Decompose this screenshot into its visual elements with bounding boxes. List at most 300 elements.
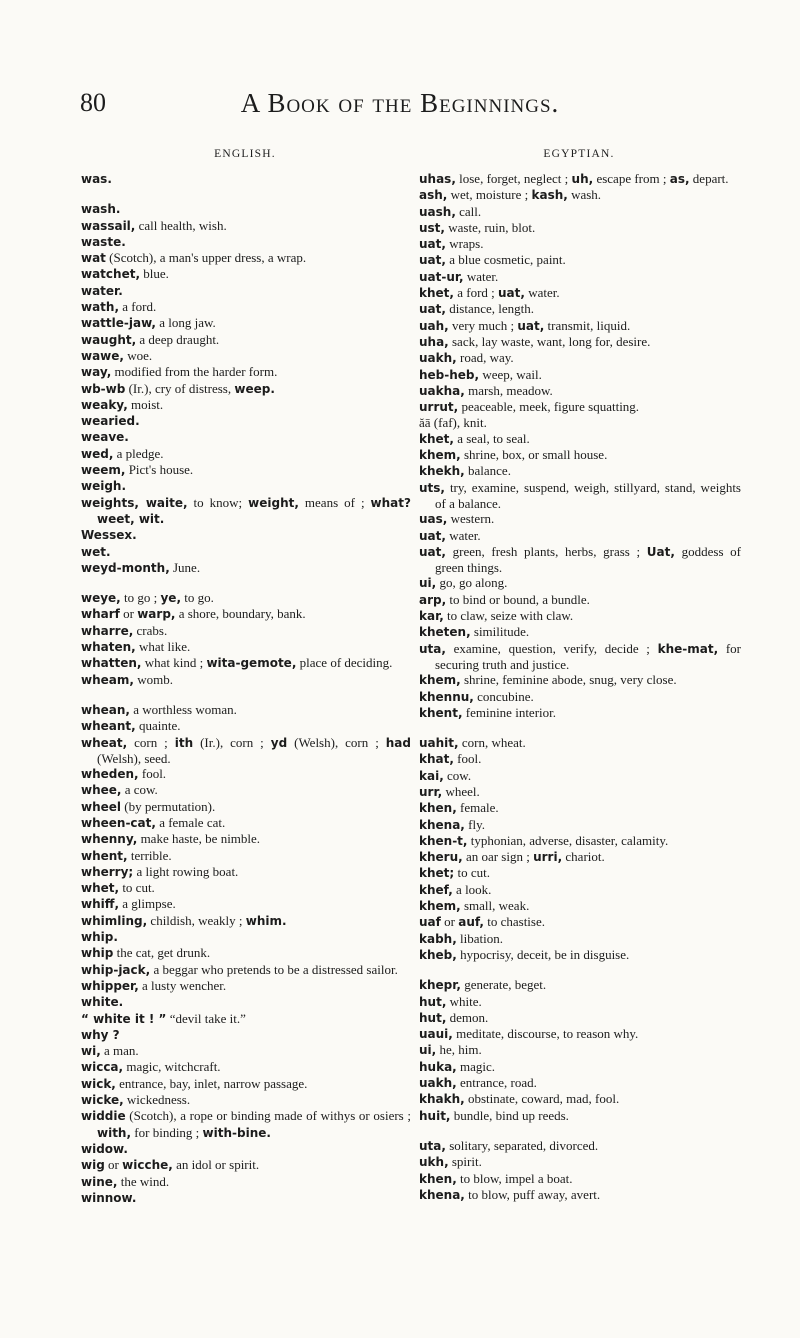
- gloss: (Welsh), seed.: [97, 750, 171, 766]
- headword: kheru,: [419, 850, 463, 865]
- gloss: a man.: [100, 1043, 139, 1059]
- gloss: moist.: [127, 396, 164, 412]
- headword: khen,: [419, 801, 457, 816]
- headword: ith: [174, 735, 194, 750]
- dictionary-entry: [81, 590, 411, 606]
- gloss: a cow.: [121, 782, 158, 798]
- page-header: [0, 88, 800, 128]
- headword: whim.: [245, 913, 287, 928]
- headword: uah,: [419, 318, 449, 333]
- dictionary-entry: [419, 1108, 741, 1124]
- dictionary-entry: [419, 882, 741, 898]
- headword: khen,: [419, 1171, 457, 1186]
- headword: wattle-jaw,: [81, 316, 156, 331]
- dictionary-entry: [419, 592, 741, 608]
- egyptian-column-heading: EGYPTIAN.: [543, 148, 615, 160]
- gloss: a female cat.: [155, 814, 226, 830]
- dictionary-entry: [419, 849, 741, 865]
- gloss: shrine, box, or small house.: [460, 447, 608, 463]
- gloss: a light rowing boat.: [133, 863, 239, 879]
- gloss: a glimpse.: [119, 896, 176, 912]
- headword: khena,: [419, 1187, 465, 1202]
- gloss: an oar sign ;: [462, 849, 534, 865]
- dictionary-entry: [81, 381, 411, 397]
- dictionary-entry: [81, 735, 411, 767]
- dictionary-entry: [419, 931, 741, 947]
- dictionary-entry: [81, 413, 411, 429]
- dictionary-entry: [419, 1138, 741, 1154]
- dictionary-entry: [81, 462, 411, 478]
- headword: weave.: [81, 430, 129, 445]
- dictionary-entry: [419, 735, 741, 751]
- dictionary-entry: [81, 848, 411, 864]
- dictionary-entry: [419, 1059, 741, 1075]
- gloss: Pict's house.: [125, 462, 194, 478]
- dictionary-entry: [419, 705, 741, 721]
- headword: whaten,: [81, 640, 136, 655]
- gloss: or: [104, 1157, 123, 1173]
- headword: wig: [81, 1158, 105, 1173]
- gloss: distance, length.: [445, 301, 535, 317]
- headword: heb-heb,: [419, 367, 480, 382]
- headword: uhas,: [419, 172, 456, 186]
- dictionary-entry: [81, 495, 411, 528]
- gloss: shrine, feminine abode, snug, very close.: [460, 672, 677, 688]
- gloss: a worthless woman.: [129, 701, 237, 717]
- dictionary-entry: [419, 269, 741, 285]
- gloss: modified from the harder form.: [111, 364, 278, 380]
- dictionary-entry: [419, 800, 741, 816]
- gloss: (Scotch), a man's upper dress, a wrap.: [105, 250, 307, 266]
- dictionary-entry: [81, 446, 411, 462]
- dictionary-entry: [419, 768, 741, 784]
- headword: uh,: [571, 172, 594, 186]
- dictionary-entry: [81, 880, 411, 896]
- gloss: what like.: [135, 639, 191, 655]
- gloss: means of ;: [298, 494, 371, 510]
- headword: ust,: [419, 220, 445, 235]
- headword: ukh,: [419, 1155, 449, 1170]
- dictionary-entry: [81, 1092, 411, 1108]
- section-gap: [419, 963, 741, 977]
- gloss: (Welsh), corn ;: [287, 734, 386, 750]
- gloss: a shore, boundary, bank.: [175, 606, 306, 622]
- gloss: “devil take it.”: [166, 1010, 246, 1026]
- dictionary-entry: [419, 865, 741, 881]
- headword: watchet,: [81, 267, 141, 282]
- dictionary-entry: [419, 624, 741, 640]
- dictionary-entry: [81, 283, 411, 299]
- section-gap: [81, 688, 411, 702]
- headword: whet,: [81, 881, 120, 896]
- gloss: a ford.: [119, 299, 157, 315]
- headword: yd: [270, 735, 288, 750]
- headword: wheen-cat,: [81, 815, 156, 830]
- headword: wine,: [81, 1174, 118, 1189]
- gloss: feminine interior.: [462, 704, 557, 720]
- gloss: to bind or bound, a bundle.: [446, 591, 590, 607]
- gloss: a blue cosmetic, paint.: [445, 252, 566, 268]
- dictionary-entry: [419, 1010, 741, 1026]
- gloss: corn, wheat.: [458, 735, 526, 751]
- headword: wicche,: [122, 1158, 173, 1173]
- gloss: water.: [445, 527, 481, 543]
- gloss: marsh, meadow.: [464, 382, 553, 398]
- gloss: wet, moisture ;: [447, 187, 532, 203]
- dictionary-entry: [419, 383, 741, 399]
- headword: khakh,: [419, 1092, 465, 1107]
- gloss: balance.: [464, 463, 511, 479]
- dictionary-entry: [81, 623, 411, 639]
- gloss: or: [440, 914, 459, 930]
- page-number: 80: [80, 88, 106, 117]
- english-column: [81, 171, 411, 1206]
- gloss: typhonian, adverse, disaster, calamity.: [467, 832, 669, 848]
- dictionary-entry: [81, 1108, 411, 1141]
- headword: khet,: [419, 431, 454, 446]
- headword: wheden,: [81, 767, 139, 782]
- gloss: demon.: [446, 1009, 489, 1025]
- dictionary-entry: [81, 799, 411, 815]
- dictionary-entry: [419, 463, 741, 479]
- dictionary-entry: [81, 978, 411, 994]
- gloss: entrance, bay, inlet, narrow passage.: [115, 1075, 308, 1091]
- dictionary-entry: [419, 367, 741, 383]
- gloss: the cat, get drunk.: [113, 945, 211, 961]
- headword: wi,: [81, 1044, 101, 1059]
- headword: khena,: [419, 817, 465, 832]
- section-gap: [419, 1124, 741, 1138]
- dictionary-entry: [81, 815, 411, 831]
- egyptian-column: [419, 171, 741, 1203]
- headword: weye,: [81, 591, 121, 606]
- headword: uas,: [419, 512, 448, 527]
- running-title: A Book of the Beginnings.: [240, 88, 560, 118]
- headword: khekh,: [419, 464, 465, 479]
- dictionary-entry: [419, 1075, 741, 1091]
- dictionary-entry: [81, 544, 411, 560]
- headword: kai,: [419, 768, 444, 783]
- headword: uat,: [419, 544, 446, 559]
- gloss: quainte.: [135, 718, 181, 734]
- dictionary-entry: [81, 1174, 411, 1190]
- headword: widow.: [81, 1141, 128, 1156]
- dictionary-entry: [81, 332, 411, 348]
- dictionary-entry: [419, 817, 741, 833]
- dictionary-entry: [81, 864, 411, 880]
- headword: kabh,: [419, 931, 457, 946]
- gloss: to cut.: [119, 880, 155, 896]
- headword: weem,: [81, 463, 126, 478]
- dictionary-entry: [419, 171, 741, 187]
- dictionary-entry: [81, 1027, 411, 1043]
- headword: uaf: [419, 915, 441, 930]
- gloss: female.: [456, 800, 499, 816]
- headword: whiff,: [81, 897, 120, 912]
- headword: way,: [81, 365, 112, 380]
- dictionary-entry: [419, 1187, 741, 1203]
- gloss: childish, weakly ;: [147, 912, 246, 928]
- headword: ye,: [160, 591, 182, 606]
- gloss: to chastise.: [483, 914, 545, 930]
- dictionary-entry: [81, 782, 411, 798]
- headword: whent,: [81, 848, 128, 863]
- gloss: (by permutation).: [121, 798, 216, 814]
- dictionary-entry: [419, 1154, 741, 1170]
- dictionary-entry: [81, 527, 411, 543]
- gloss: an idol or spirit.: [172, 1157, 260, 1173]
- gloss: womb.: [133, 671, 173, 687]
- headword: hut,: [419, 1010, 447, 1025]
- gloss: to claw, seize with claw.: [443, 608, 574, 624]
- headword: uakh,: [419, 351, 457, 366]
- gloss: escape from ;: [593, 171, 670, 186]
- dictionary-entry: [81, 364, 411, 380]
- gloss: peaceable, meek, figure squatting.: [458, 399, 640, 415]
- gloss: terrible.: [127, 847, 172, 863]
- dictionary-entry: [81, 478, 411, 494]
- dictionary-entry: [81, 429, 411, 445]
- gloss: cow.: [443, 767, 472, 783]
- gloss: to blow, impel a boat.: [456, 1170, 573, 1186]
- dictionary-entry: [81, 831, 411, 847]
- headword: water.: [81, 283, 123, 298]
- dictionary-entry: [419, 641, 741, 673]
- headword: huit,: [419, 1108, 451, 1123]
- dictionary-entry: [81, 171, 411, 187]
- headword: khet,: [419, 286, 454, 301]
- gloss: go, go along.: [436, 575, 508, 591]
- gloss: entrance, road.: [456, 1075, 537, 1091]
- headword: uat,: [498, 286, 525, 301]
- headword: wicca,: [81, 1060, 124, 1075]
- headword: kash,: [531, 188, 568, 203]
- headword: kar,: [419, 609, 444, 624]
- gloss: what kind ;: [141, 655, 207, 671]
- headword: uat,: [419, 237, 446, 252]
- headword: wharf: [81, 607, 120, 622]
- gloss: try, examine, suspend, weigh, stillyard, stand, weights of a balance.: [435, 479, 741, 511]
- gloss: a deep draught.: [136, 331, 220, 347]
- dictionary-entry: [81, 896, 411, 912]
- dictionary-entry: [81, 718, 411, 734]
- headword: whatten,: [81, 656, 142, 671]
- headword: uta,: [419, 1138, 446, 1153]
- headword: wheant,: [81, 719, 136, 734]
- dictionary-entry: [419, 187, 741, 203]
- gloss: a ford ;: [453, 285, 499, 301]
- headword: had: [385, 735, 411, 750]
- gloss: hypocrisy, deceit, be in disguise.: [456, 946, 630, 962]
- headword: khen-t,: [419, 833, 468, 848]
- dictionary-entry: [419, 914, 741, 930]
- headword: wharre,: [81, 623, 134, 638]
- dictionary-entry: [81, 250, 411, 266]
- dictionary-entry: [81, 348, 411, 364]
- gloss: generate, beget.: [460, 977, 547, 993]
- headword: khe-mat,: [657, 641, 719, 656]
- dictionary-entry: [81, 655, 411, 671]
- headword: wick,: [81, 1076, 116, 1091]
- headword: uakha,: [419, 383, 465, 398]
- gloss: wickedness.: [123, 1092, 191, 1108]
- gloss: chariot.: [562, 849, 605, 865]
- gloss: crabs.: [133, 622, 168, 638]
- english-column-heading: ENGLISH.: [214, 148, 276, 160]
- headword: weight,: [248, 495, 299, 510]
- headword: uash,: [419, 204, 456, 219]
- headword: uat,: [419, 253, 446, 268]
- gloss: a beggar who pretends to be a distressed sailor.: [150, 961, 398, 977]
- headword: wheat,: [81, 735, 128, 750]
- headword: whip.: [81, 930, 118, 945]
- dictionary-entry: [81, 397, 411, 413]
- gloss: (Ir.), corn ;: [193, 734, 271, 750]
- dictionary-entry: [81, 1076, 411, 1092]
- headword: ash,: [419, 188, 448, 203]
- gloss: wash.: [567, 187, 602, 203]
- gloss: solitary, separated, divorced.: [445, 1137, 599, 1153]
- dictionary-entry: [419, 898, 741, 914]
- section-gap: [81, 576, 411, 590]
- gloss: to blow, puff away, avert.: [464, 1186, 601, 1202]
- headword: weaky,: [81, 397, 128, 412]
- headword: whip-jack,: [81, 962, 151, 977]
- headword: uat,: [517, 318, 545, 333]
- dictionary-entry: [419, 252, 741, 268]
- headword: with-bine.: [202, 1125, 271, 1140]
- gloss: concubine.: [473, 688, 534, 704]
- headword: khem,: [419, 899, 461, 914]
- headword: khat,: [419, 752, 454, 767]
- headword: khent,: [419, 705, 463, 720]
- headword: waught,: [81, 332, 137, 347]
- dictionary-entry: [419, 350, 741, 366]
- gloss: (Ir.), cry of distress,: [125, 380, 235, 396]
- headword: ui,: [419, 1043, 437, 1058]
- dictionary-entry: [419, 301, 741, 317]
- headword: uakh,: [419, 1076, 457, 1091]
- headword: hut,: [419, 994, 447, 1009]
- dictionary-entry: [419, 480, 741, 512]
- dictionary-entry: [419, 1026, 741, 1042]
- dictionary-entry: [81, 994, 411, 1010]
- headword: wearied.: [81, 414, 140, 429]
- dictionary-entry: [419, 285, 741, 301]
- gloss: make haste, be nimble.: [137, 831, 261, 847]
- gloss: fool.: [453, 751, 482, 767]
- dictionary-entry: [81, 962, 411, 978]
- gloss: bundle, bind up reeds.: [450, 1107, 569, 1123]
- gloss: water.: [463, 268, 499, 284]
- headword: huka,: [419, 1059, 457, 1074]
- dictionary-entry: [81, 672, 411, 688]
- headword: whenny,: [81, 832, 138, 847]
- headword: wheam,: [81, 672, 134, 687]
- dictionary-entry: [419, 1171, 741, 1187]
- headword: ui,: [419, 576, 437, 591]
- dictionary-entry: [81, 702, 411, 718]
- headword: urr,: [419, 784, 443, 799]
- headword: arp,: [419, 592, 447, 607]
- dictionary-entry: [419, 528, 741, 544]
- dictionary-entry: [81, 639, 411, 655]
- dictionary-entry: [419, 784, 741, 800]
- gloss: wraps.: [445, 236, 484, 252]
- headword: wawe,: [81, 348, 124, 363]
- headword: why ?: [81, 1027, 120, 1042]
- headword: khepr,: [419, 978, 461, 993]
- headword: what? weet, wit.: [97, 495, 411, 526]
- gloss: to cut.: [454, 865, 490, 881]
- gloss: magic.: [456, 1058, 495, 1074]
- dictionary-entry: [419, 318, 741, 334]
- headword: kheb,: [419, 947, 457, 962]
- headword: white.: [81, 995, 124, 1010]
- dictionary-entry: [81, 606, 411, 622]
- headword: khem,: [419, 448, 461, 463]
- dictionary-entry: [81, 201, 411, 217]
- headword: waste.: [81, 234, 126, 249]
- gloss: road, way.: [456, 350, 514, 366]
- gloss: fly.: [464, 816, 485, 832]
- gloss: water.: [524, 285, 560, 301]
- gloss: green, fresh plants, herbs, grass ;: [445, 543, 647, 559]
- dictionary-entry: [419, 994, 741, 1010]
- headword: wherry;: [81, 864, 134, 879]
- dictionary-entry: [81, 299, 411, 315]
- headword: uat-ur,: [419, 269, 464, 284]
- gloss: the wind.: [117, 1173, 170, 1189]
- headword: wita-gemote,: [206, 656, 297, 671]
- dictionary-entry: [419, 447, 741, 463]
- headword: wassail,: [81, 218, 136, 233]
- gloss: a seal, to seal.: [453, 430, 530, 446]
- gloss: for securing truth and justice.: [435, 640, 741, 672]
- dictionary-entry: [419, 672, 741, 688]
- dictionary-entry: [81, 218, 411, 234]
- gloss: libation.: [456, 930, 503, 946]
- headword: whee,: [81, 783, 122, 798]
- headword: wb-wb: [81, 381, 126, 396]
- headword: as,: [669, 172, 690, 186]
- dictionary-entry: [419, 977, 741, 993]
- gloss: wheel.: [442, 783, 480, 799]
- gloss: to know;: [187, 494, 249, 510]
- gloss: he, him.: [436, 1042, 482, 1058]
- dictionary-entry: [419, 511, 741, 527]
- gloss: obstinate, coward, mad, fool.: [464, 1091, 620, 1107]
- gloss: call.: [455, 203, 482, 219]
- dictionary-entry: [81, 1190, 411, 1206]
- dictionary-entry: [419, 1091, 741, 1107]
- headword: urrut,: [419, 400, 459, 415]
- dictionary-entry: [81, 266, 411, 282]
- gloss: transmit, liquid.: [544, 317, 631, 333]
- headword: whimling,: [81, 913, 148, 928]
- gloss: a look.: [452, 881, 492, 897]
- headword: kheten,: [419, 625, 471, 640]
- dictionary-entry: [419, 236, 741, 252]
- headword: urri,: [533, 850, 563, 865]
- gloss: corn ;: [127, 734, 175, 750]
- gloss: a lusty wencher.: [138, 977, 227, 993]
- gloss: or: [119, 606, 138, 622]
- headword: wheel: [81, 799, 122, 814]
- gloss: examine, question, verify, decide ;: [445, 640, 658, 656]
- gloss: blue.: [140, 266, 169, 282]
- headword: auf,: [458, 915, 484, 930]
